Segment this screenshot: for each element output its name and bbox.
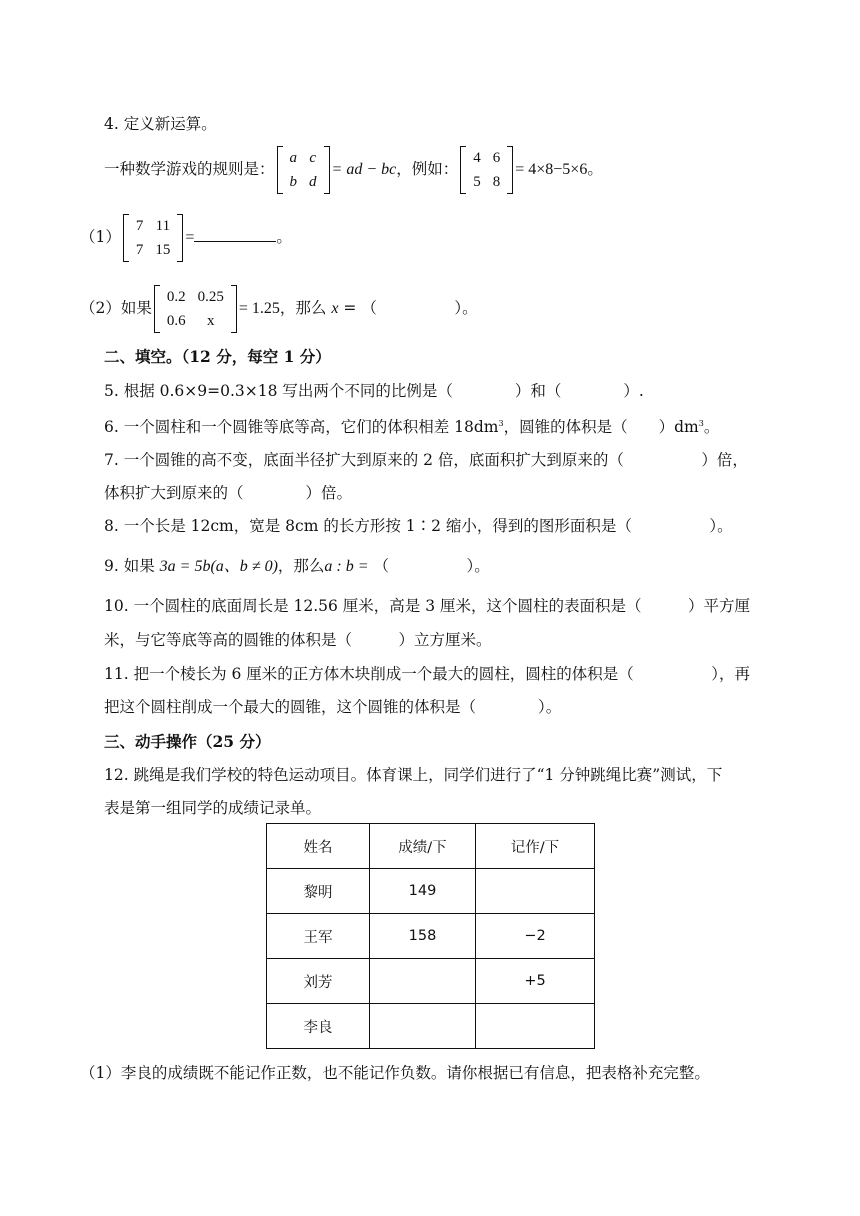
q7-line2: 体积扩大到原来的（ ）倍。 (104, 484, 353, 502)
q9 (104, 555, 490, 578)
header-recorded: 记作/下 (476, 824, 595, 869)
q9-math: 3a = 5b(a、b ≠ 0) (159, 558, 278, 575)
section2-heading: 二、填空。（12 分，每空 1 分） (104, 347, 331, 366)
table-header-row (267, 824, 595, 869)
q6-sup-a: 3 (498, 419, 504, 428)
q6-text-a: 6. 一个圆柱和一个圆锥等底等高，它们的体积相差 18dm (104, 418, 499, 437)
part2-x: x (331, 300, 339, 317)
cell-score: 149 (370, 869, 476, 914)
q11-line2: 把这个圆柱削成一个最大的圆锥，这个圆锥的体积是（ ）。 (104, 698, 562, 716)
cell-recorded: +5 (476, 959, 595, 1004)
q5: 5. 根据 0.6×9=0.3×18 写出两个不同的比例是（ ）和（ ）. (104, 382, 644, 400)
example-prefix: ，例如： (396, 160, 459, 178)
part2-mid: ，那么 (279, 299, 327, 317)
q6-text-c: 。 (703, 418, 720, 437)
example-result: = 4×8−5×6 (515, 161, 588, 178)
part1-end: 。 (276, 228, 292, 246)
q12-line1: 12. 跳绳是我们学校的特色运动项目。体育课上，同学们进行了“1 分钟跳绳比赛”测试，下 (104, 766, 723, 784)
q7-line1: 7. 一个圆锥的高不变，底面半径扩大到原来的 2 倍，底面积扩大到原来的（ ）倍， (104, 451, 748, 469)
q4-title: 4. 定义新运算。 (104, 115, 217, 133)
table-row (267, 869, 595, 914)
score-table (266, 823, 595, 1049)
part2-label: （2）如果 (80, 299, 152, 317)
q6 (104, 413, 719, 438)
cell-name: 王军 (267, 914, 370, 959)
q9-text-c: （ ）。 (373, 557, 490, 575)
q9-ratio: a : b = (324, 558, 369, 575)
part2-matrix: 0.2 0.25 0.6 x (154, 285, 237, 333)
q4-rule-line (104, 146, 603, 194)
cell-recorded[interactable] (476, 1004, 595, 1049)
q12-part1: （1）李良的成绩既不能记作正数，也不能记作负数。请你根据已有信息，把表格补充完整。 (80, 1064, 710, 1082)
cell-name: 黎明 (267, 869, 370, 914)
part1-answer-blank[interactable] (194, 227, 276, 242)
q9-text-a: 9. 如果 (104, 557, 155, 575)
part1-eq: = (185, 229, 195, 246)
part1-label: （1） (80, 228, 121, 246)
q8: 8. 一个长是 12cm，宽是 8cm 的长方形按 1∶2 缩小，得到的图形面积是（ ）。 (104, 517, 733, 535)
header-score: 成绩/下 (370, 824, 476, 869)
cell-score[interactable] (370, 959, 476, 1004)
table-row (267, 959, 595, 1004)
q4-rule-prefix: 一种数学游戏的规则是： (104, 160, 275, 178)
cell-score: 158 (370, 914, 476, 959)
header-name: 姓名 (267, 824, 370, 869)
rule-result: = ad − bc (331, 161, 397, 178)
example-matrix: 4 6 5 8 (460, 146, 513, 194)
rule-end: 。 (587, 160, 603, 178)
part1-matrix: 7 11 7 15 (123, 214, 184, 262)
q10-line2: 米，与它等底等高的圆锥的体积是（ ）立方厘米。 (104, 631, 492, 649)
table-row (267, 914, 595, 959)
q10-line1: 10. 一个圆柱的底面周长是 12.56 厘米，高是 3 厘米，这个圆柱的表面积是（ ）平方厘 (104, 597, 751, 615)
q11-line1: 11. 把一个棱长为 6 厘米的正方体木块削成一个最大的圆柱，圆柱的体积是（ ），再 (104, 665, 751, 683)
part2-eq: = 1.25 (238, 300, 280, 317)
q4-part1 (80, 214, 292, 262)
q6-sup-b: 3 (698, 419, 704, 428)
part2-tail: = （ ）。 (343, 299, 478, 317)
q9-text-b: ，那么 (277, 557, 325, 575)
cell-recorded[interactable] (476, 869, 595, 914)
section3-heading: 三、动手操作（25 分） (104, 732, 271, 751)
cell-recorded: −2 (476, 914, 595, 959)
q4-part2 (80, 285, 478, 333)
rule-matrix: a c b d (277, 146, 330, 194)
table-row (267, 1004, 595, 1049)
q6-text-b: ，圆锥的体积是（ ）dm (503, 418, 699, 437)
cell-name: 刘芳 (267, 959, 370, 1004)
cell-score[interactable] (370, 1004, 476, 1049)
q12-line2: 表是第一组同学的成绩记录单。 (104, 799, 322, 817)
cell-name: 李良 (267, 1004, 370, 1049)
